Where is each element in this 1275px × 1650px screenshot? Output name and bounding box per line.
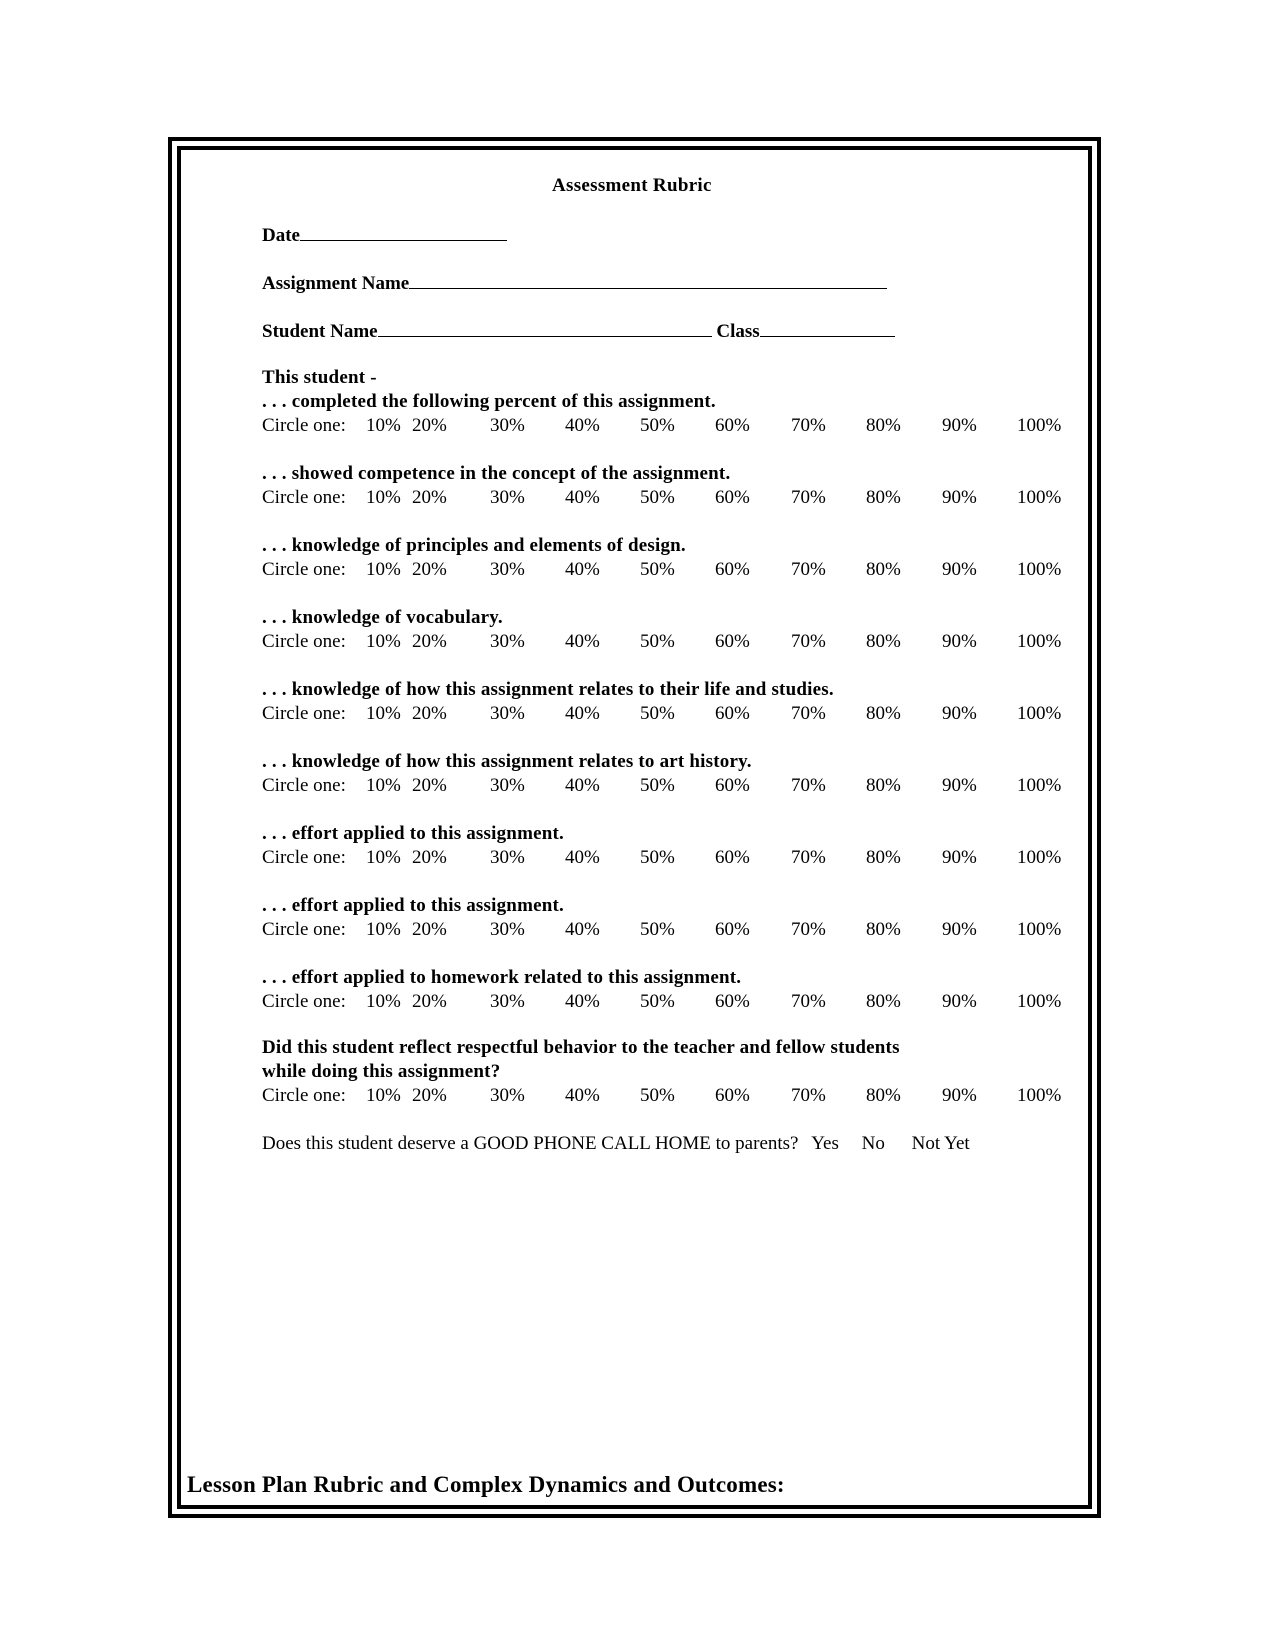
student-name-blank[interactable] bbox=[378, 319, 712, 337]
circle-one-label: Circle one: bbox=[262, 775, 346, 796]
circle-one-label: Circle one: bbox=[262, 559, 346, 580]
percent-option[interactable]: 80% bbox=[866, 847, 901, 868]
percent-option[interactable]: 60% bbox=[715, 559, 750, 580]
percent-option[interactable]: 70% bbox=[791, 775, 826, 796]
class-blank[interactable] bbox=[760, 319, 895, 337]
percent-option[interactable]: 10% bbox=[366, 415, 401, 436]
percent-option[interactable]: 70% bbox=[791, 919, 826, 940]
percent-option[interactable]: 100% bbox=[1017, 847, 1062, 868]
percent-option[interactable]: 50% bbox=[640, 1085, 675, 1106]
percent-option[interactable]: 40% bbox=[565, 919, 600, 940]
percent-option[interactable]: 50% bbox=[640, 631, 675, 652]
date-field bbox=[262, 223, 507, 247]
percent-option[interactable]: 90% bbox=[942, 919, 977, 940]
behavior-question-line2: while doing this assignment? bbox=[262, 1061, 501, 1082]
intro-text: This student - bbox=[262, 367, 377, 388]
percent-option[interactable]: 90% bbox=[942, 991, 977, 1012]
percent-option[interactable]: 40% bbox=[565, 415, 600, 436]
percent-option[interactable]: 90% bbox=[942, 487, 977, 508]
percent-option[interactable]: 70% bbox=[791, 415, 826, 436]
phone-call-question bbox=[262, 1133, 970, 1155]
rubric-item-label: . . . knowledge of how this assignment relates to their life and studies. bbox=[262, 679, 834, 700]
percent-option[interactable]: 50% bbox=[640, 775, 675, 796]
percent-option[interactable]: 20% bbox=[412, 919, 447, 940]
percent-option[interactable]: 20% bbox=[412, 487, 447, 508]
percent-option[interactable]: 20% bbox=[412, 631, 447, 652]
percent-option[interactable]: 60% bbox=[715, 991, 750, 1012]
percent-option[interactable]: 70% bbox=[791, 487, 826, 508]
percent-option[interactable]: 90% bbox=[942, 775, 977, 796]
circle-one-row bbox=[262, 487, 1082, 511]
percent-option[interactable]: 60% bbox=[715, 919, 750, 940]
percent-option[interactable]: 40% bbox=[565, 631, 600, 652]
date-blank[interactable] bbox=[300, 223, 507, 241]
percent-option[interactable]: 60% bbox=[715, 847, 750, 868]
student-name-label: Student Name bbox=[262, 321, 378, 342]
percent-option[interactable]: 10% bbox=[366, 919, 401, 940]
date-label: Date bbox=[262, 225, 300, 246]
percent-option[interactable]: 10% bbox=[366, 847, 401, 868]
percent-option[interactable]: 40% bbox=[565, 487, 600, 508]
phone-option-not-yet[interactable]: Not Yet bbox=[911, 1133, 970, 1154]
percent-option[interactable]: 80% bbox=[866, 559, 901, 580]
phone-question-text: Does this student deserve a GOOD PHONE CALL HOME to parents? bbox=[262, 1133, 799, 1154]
rubric-item-label: . . . effort applied to homework related to this assignment. bbox=[262, 967, 742, 988]
percent-option[interactable]: 70% bbox=[791, 847, 826, 868]
percent-option[interactable]: 40% bbox=[565, 559, 600, 580]
percent-option[interactable]: 90% bbox=[942, 1085, 977, 1106]
percent-option[interactable]: 20% bbox=[412, 559, 447, 580]
percent-option[interactable]: 90% bbox=[942, 559, 977, 580]
percent-option[interactable]: 70% bbox=[791, 559, 826, 580]
circle-one-label: Circle one: bbox=[262, 631, 346, 652]
percent-option[interactable]: 30% bbox=[490, 631, 525, 652]
circle-one-label: Circle one: bbox=[262, 919, 346, 940]
rubric-item-label: . . . knowledge of principles and elements of design. bbox=[262, 535, 686, 556]
behavior-question-line1: Did this student reflect respectful behavior to the teacher and fellow students bbox=[262, 1037, 900, 1058]
percent-option[interactable]: 60% bbox=[715, 415, 750, 436]
assignment-name-blank[interactable] bbox=[409, 271, 887, 289]
circle-one-label: Circle one: bbox=[262, 703, 346, 724]
percent-option[interactable]: 10% bbox=[366, 703, 401, 724]
percent-option[interactable]: 60% bbox=[715, 703, 750, 724]
percent-option[interactable]: 10% bbox=[366, 775, 401, 796]
percent-option[interactable]: 10% bbox=[366, 487, 401, 508]
circle-one-label: Circle one: bbox=[262, 847, 346, 868]
circle-one-label: Circle one: bbox=[262, 1085, 346, 1106]
percent-option[interactable]: 40% bbox=[565, 703, 600, 724]
circle-one-row bbox=[262, 415, 1082, 439]
percent-option[interactable]: 60% bbox=[715, 775, 750, 796]
circle-one-row bbox=[262, 559, 1082, 583]
percent-option[interactable]: 30% bbox=[490, 703, 525, 724]
percent-option[interactable]: 80% bbox=[866, 1085, 901, 1106]
assignment-name-field bbox=[262, 271, 887, 295]
footer-title: Lesson Plan Rubric and Complex Dynamics and Outcomes: bbox=[187, 1472, 785, 1497]
percent-option[interactable]: 30% bbox=[490, 775, 525, 796]
percent-option[interactable]: 100% bbox=[1017, 631, 1062, 652]
percent-option[interactable]: 50% bbox=[640, 991, 675, 1012]
percent-option[interactable]: 10% bbox=[366, 1085, 401, 1106]
percent-option[interactable]: 20% bbox=[412, 847, 447, 868]
circle-one-row bbox=[262, 991, 1082, 1015]
percent-option[interactable]: 20% bbox=[412, 415, 447, 436]
percent-option[interactable]: 80% bbox=[866, 487, 901, 508]
percent-option[interactable]: 50% bbox=[640, 919, 675, 940]
circle-one-row bbox=[262, 847, 1082, 871]
rubric-item-label: . . . knowledge of how this assignment relates to art history. bbox=[262, 751, 752, 772]
percent-option[interactable]: 70% bbox=[791, 1085, 826, 1106]
percent-option[interactable]: 70% bbox=[791, 991, 826, 1012]
page-title: Assessment Rubric bbox=[552, 175, 712, 196]
rubric-item-label: . . . effort applied to this assignment. bbox=[262, 823, 564, 844]
percent-option[interactable]: 30% bbox=[490, 1085, 525, 1106]
rubric-item-label: . . . completed the following percent of this assignment. bbox=[262, 391, 716, 412]
percent-option[interactable]: 60% bbox=[715, 631, 750, 652]
percent-option[interactable]: 80% bbox=[866, 991, 901, 1012]
percent-option[interactable]: 90% bbox=[942, 847, 977, 868]
circle-one-row bbox=[262, 1085, 1082, 1109]
percent-option[interactable]: 50% bbox=[640, 703, 675, 724]
percent-option[interactable]: 30% bbox=[490, 415, 525, 436]
percent-option[interactable]: 70% bbox=[791, 703, 826, 724]
percent-option[interactable]: 30% bbox=[490, 919, 525, 940]
percent-option[interactable]: 40% bbox=[565, 991, 600, 1012]
percent-option[interactable]: 100% bbox=[1017, 415, 1062, 436]
assignment-name-label: Assignment Name bbox=[262, 273, 410, 294]
phone-option-no[interactable]: No bbox=[861, 1133, 885, 1154]
percent-option[interactable]: 40% bbox=[565, 847, 600, 868]
class-label: Class bbox=[716, 321, 760, 342]
percent-option[interactable]: 100% bbox=[1017, 559, 1062, 580]
percent-option[interactable]: 30% bbox=[490, 847, 525, 868]
circle-one-row bbox=[262, 631, 1082, 655]
percent-option[interactable]: 30% bbox=[490, 487, 525, 508]
percent-option[interactable]: 30% bbox=[490, 991, 525, 1012]
percent-option[interactable]: 100% bbox=[1017, 919, 1062, 940]
rubric-item-label: . . . effort applied to this assignment. bbox=[262, 895, 564, 916]
percent-option[interactable]: 20% bbox=[412, 991, 447, 1012]
percent-option[interactable]: 80% bbox=[866, 703, 901, 724]
circle-one-row bbox=[262, 919, 1082, 943]
percent-option[interactable]: 100% bbox=[1017, 991, 1062, 1012]
percent-option[interactable]: 50% bbox=[640, 487, 675, 508]
percent-option[interactable]: 20% bbox=[412, 1085, 447, 1106]
rubric-item-label: . . . showed competence in the concept of the assignment. bbox=[262, 463, 731, 484]
percent-option[interactable]: 100% bbox=[1017, 487, 1062, 508]
circle-one-label: Circle one: bbox=[262, 991, 346, 1012]
percent-option[interactable]: 50% bbox=[640, 847, 675, 868]
percent-option[interactable]: 90% bbox=[942, 631, 977, 652]
percent-option[interactable]: 90% bbox=[942, 703, 977, 724]
percent-option[interactable]: 40% bbox=[565, 775, 600, 796]
circle-one-row bbox=[262, 703, 1082, 727]
percent-option[interactable]: 20% bbox=[412, 703, 447, 724]
percent-option[interactable]: 70% bbox=[791, 631, 826, 652]
percent-option[interactable]: 60% bbox=[715, 1085, 750, 1106]
percent-option[interactable]: 100% bbox=[1017, 703, 1062, 724]
percent-option[interactable]: 100% bbox=[1017, 1085, 1062, 1106]
percent-option[interactable]: 10% bbox=[366, 631, 401, 652]
percent-option[interactable]: 60% bbox=[715, 487, 750, 508]
percent-option[interactable]: 50% bbox=[640, 559, 675, 580]
percent-option[interactable]: 90% bbox=[942, 415, 977, 436]
percent-option[interactable]: 20% bbox=[412, 775, 447, 796]
percent-option[interactable]: 10% bbox=[366, 559, 401, 580]
circle-one-row bbox=[262, 775, 1082, 799]
percent-option[interactable]: 80% bbox=[866, 631, 901, 652]
percent-option[interactable]: 10% bbox=[366, 991, 401, 1012]
percent-option[interactable]: 40% bbox=[565, 1085, 600, 1106]
percent-option[interactable]: 80% bbox=[866, 415, 901, 436]
phone-option-yes[interactable]: Yes bbox=[811, 1133, 839, 1154]
percent-option[interactable]: 50% bbox=[640, 415, 675, 436]
circle-one-label: Circle one: bbox=[262, 487, 346, 508]
percent-option[interactable]: 100% bbox=[1017, 775, 1062, 796]
student-class-field bbox=[262, 319, 895, 343]
percent-option[interactable]: 80% bbox=[866, 919, 901, 940]
percent-option[interactable]: 80% bbox=[866, 775, 901, 796]
circle-one-label: Circle one: bbox=[262, 415, 346, 436]
rubric-item-label: . . . knowledge of vocabulary. bbox=[262, 607, 503, 628]
percent-option[interactable]: 30% bbox=[490, 559, 525, 580]
